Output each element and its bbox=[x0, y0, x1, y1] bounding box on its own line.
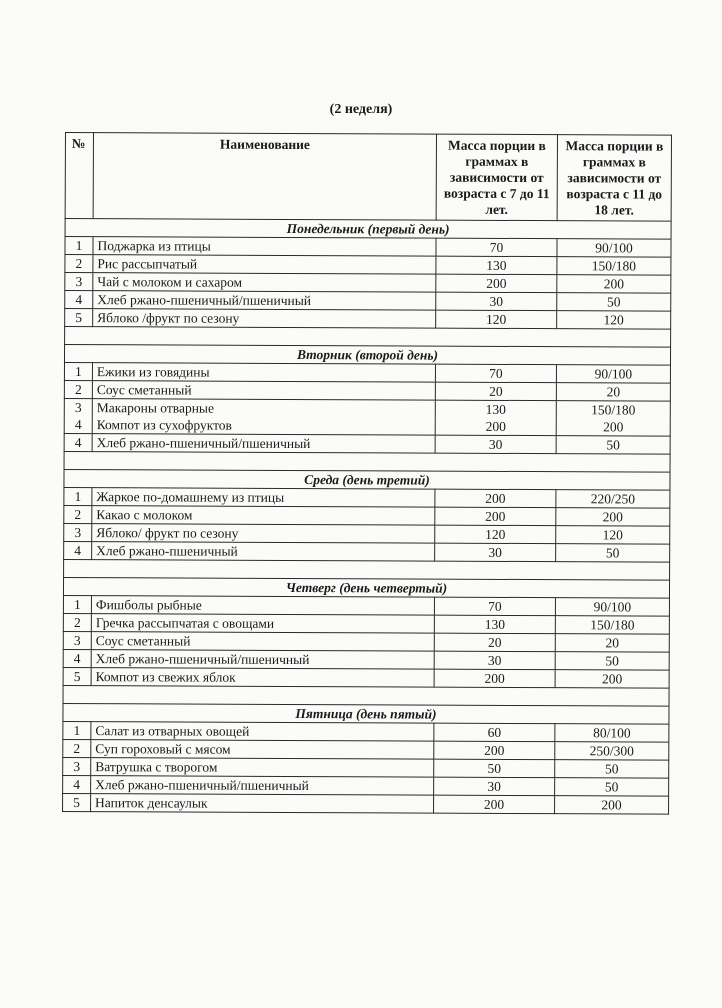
table-row bbox=[64, 398, 670, 418]
item-name: Рис рассыпчатый bbox=[93, 255, 436, 274]
item-mass-11-18: 80/100 bbox=[555, 724, 669, 742]
item-name: Гречка рассыпчатая с овощами bbox=[91, 614, 434, 633]
item-name: Напиток денсаулык bbox=[91, 794, 434, 813]
item-number: 4 bbox=[64, 416, 92, 434]
item-mass-7-11: 20 bbox=[434, 633, 555, 652]
item-number: 4 bbox=[64, 541, 92, 559]
item-number: 1 bbox=[64, 487, 92, 505]
item-number: 1 bbox=[64, 363, 92, 381]
item-name: Суп гороховый с мясом bbox=[91, 740, 434, 759]
item-mass-11-18: 200 bbox=[557, 275, 671, 293]
item-name: Ватрушка с творогом bbox=[91, 758, 434, 777]
menu-table bbox=[62, 132, 672, 815]
item-number: 1 bbox=[63, 595, 91, 613]
item-number: 5 bbox=[63, 667, 91, 685]
item-mass-7-11: 70 bbox=[436, 238, 557, 257]
item-number: 2 bbox=[64, 505, 92, 523]
item-name: Фишболы рыбные bbox=[91, 596, 434, 615]
table-row bbox=[64, 487, 670, 508]
item-name: Яблоко /фрукт по сезону bbox=[93, 309, 436, 328]
day-title-monday: Понедельник (первый день) bbox=[65, 219, 671, 240]
item-mass-11-18: 200 bbox=[556, 418, 670, 436]
item-mass-11-18: 50 bbox=[555, 778, 669, 796]
item-name: Макароны отварные bbox=[92, 399, 435, 418]
item-name: Компот из сухофруктов bbox=[92, 416, 435, 435]
item-mass-11-18: 150/180 bbox=[557, 257, 671, 275]
item-name: Хлеб ржано-пшеничный bbox=[92, 542, 435, 561]
item-mass-11-18: 200 bbox=[555, 796, 669, 814]
item-number: 3 bbox=[64, 398, 92, 416]
header-name: Наименование bbox=[93, 133, 436, 220]
item-number: 4 bbox=[65, 291, 93, 309]
item-mass-11-18: 120 bbox=[557, 311, 671, 329]
table-row bbox=[63, 721, 669, 742]
table-header-row bbox=[65, 133, 671, 222]
item-number: 3 bbox=[63, 757, 91, 775]
item-mass-11-18: 200 bbox=[555, 670, 669, 688]
item-mass-11-18: 120 bbox=[556, 526, 670, 544]
item-mass-7-11: 30 bbox=[434, 777, 555, 796]
item-mass-7-11: 200 bbox=[434, 741, 555, 760]
item-mass-11-18: 50 bbox=[556, 544, 670, 562]
item-mass-7-11: 200 bbox=[434, 669, 555, 688]
item-mass-7-11: 200 bbox=[435, 489, 556, 508]
item-mass-7-11: 200 bbox=[435, 418, 556, 436]
item-name: Чай с молоком и сахаром bbox=[93, 273, 436, 292]
table-row bbox=[64, 523, 670, 544]
table-row bbox=[64, 363, 670, 384]
item-mass-11-18: 150/180 bbox=[555, 616, 669, 634]
item-mass-11-18: 150/180 bbox=[556, 401, 670, 419]
item-name: Соус сметанный bbox=[91, 632, 434, 651]
item-name: Жаркое по-домашнему из птицы bbox=[92, 488, 435, 507]
item-mass-11-18: 50 bbox=[555, 652, 669, 670]
item-number: 2 bbox=[63, 739, 91, 757]
day-title-tuesday: Вторник (второй день) bbox=[64, 345, 670, 366]
item-mass-7-11: 130 bbox=[435, 400, 556, 418]
item-mass-11-18: 90/100 bbox=[557, 239, 671, 257]
item-number: 2 bbox=[63, 613, 91, 631]
table-row bbox=[64, 505, 670, 526]
item-name: Салат из отварных овощей bbox=[91, 722, 434, 741]
table-row bbox=[63, 775, 669, 796]
item-mass-7-11: 120 bbox=[435, 525, 556, 544]
item-mass-7-11: 60 bbox=[434, 723, 555, 742]
item-number: 4 bbox=[64, 433, 92, 451]
item-mass-11-18: 200 bbox=[556, 508, 670, 526]
item-mass-11-18: 220/250 bbox=[556, 490, 670, 508]
item-name: Хлеб ржано-пшеничный/пшеничный bbox=[91, 650, 434, 669]
item-number: 3 bbox=[63, 631, 91, 649]
item-name: Компот из свежих яблок bbox=[91, 668, 434, 687]
table-row bbox=[65, 291, 671, 312]
page-title: (2 неделя) bbox=[329, 102, 393, 117]
table-row bbox=[63, 793, 669, 814]
item-mass-7-11: 200 bbox=[435, 507, 556, 526]
header-mass-7-11: Масса порции в граммах в зависимости от возраста с 7 до 11 лет. bbox=[436, 134, 557, 221]
table-row bbox=[63, 649, 669, 670]
item-mass-7-11: 20 bbox=[435, 382, 556, 401]
item-mass-7-11: 30 bbox=[435, 435, 556, 454]
item-name: Поджарка из птицы bbox=[93, 237, 436, 256]
item-number: 3 bbox=[64, 523, 92, 541]
table-row bbox=[64, 416, 670, 436]
table-row bbox=[65, 309, 671, 330]
item-name: Ежики из говядины bbox=[92, 363, 435, 382]
header-mass-11-18: Масса порции в граммах в зависимости от возраста с 11 до 18 лет. bbox=[557, 135, 671, 221]
item-mass-11-18: 50 bbox=[555, 760, 669, 778]
item-mass-7-11: 200 bbox=[434, 795, 555, 814]
item-mass-7-11: 70 bbox=[434, 597, 555, 616]
table-row bbox=[63, 595, 669, 616]
item-number: 5 bbox=[65, 309, 93, 327]
item-mass-7-11: 30 bbox=[436, 292, 557, 311]
day-title-friday: Пятница (день пятый) bbox=[63, 703, 669, 724]
item-mass-7-11: 30 bbox=[434, 651, 555, 670]
item-mass-11-18: 50 bbox=[557, 293, 671, 311]
item-name: Яблоко/ фрукт по сезону bbox=[92, 524, 435, 543]
item-number: 2 bbox=[64, 380, 92, 398]
day-title-wednesday: Среда (день третий) bbox=[64, 469, 670, 490]
item-name: Хлеб ржано-пшеничный/пшеничный bbox=[91, 776, 434, 795]
table-row bbox=[64, 541, 670, 562]
item-number: 1 bbox=[65, 237, 93, 255]
table-row bbox=[65, 237, 671, 258]
table-row bbox=[65, 255, 671, 276]
item-mass-11-18: 90/100 bbox=[555, 598, 669, 616]
table-row bbox=[63, 739, 669, 760]
table-row bbox=[63, 631, 669, 652]
table-row bbox=[64, 433, 670, 454]
item-number: 4 bbox=[63, 649, 91, 667]
item-name: Соус сметанный bbox=[92, 381, 435, 400]
table-row bbox=[63, 613, 669, 634]
item-number: 3 bbox=[65, 273, 93, 291]
item-number: 4 bbox=[63, 775, 91, 793]
item-name: Хлеб ржано-пшеничный/пшеничный bbox=[93, 291, 436, 310]
item-mass-11-18: 250/300 bbox=[555, 742, 669, 760]
item-mass-7-11: 50 bbox=[434, 759, 555, 778]
item-name: Какао с молоком bbox=[92, 506, 435, 525]
item-mass-7-11: 70 bbox=[435, 364, 556, 383]
item-number: 5 bbox=[63, 793, 91, 811]
day-title-thursday: Четверг (день четвертый) bbox=[63, 577, 669, 598]
item-mass-7-11: 120 bbox=[436, 310, 557, 329]
header-number: № bbox=[65, 133, 93, 219]
item-mass-11-18: 20 bbox=[556, 383, 670, 401]
item-mass-7-11: 30 bbox=[435, 543, 556, 562]
item-mass-7-11: 130 bbox=[434, 615, 555, 634]
table-row bbox=[64, 380, 670, 401]
item-name: Хлеб ржано-пшеничный/пшеничный bbox=[92, 434, 435, 453]
table-row bbox=[63, 667, 669, 688]
item-mass-7-11: 130 bbox=[436, 256, 557, 275]
item-number: 2 bbox=[65, 255, 93, 273]
item-mass-11-18: 20 bbox=[555, 634, 669, 652]
item-number: 1 bbox=[63, 721, 91, 739]
item-mass-11-18: 90/100 bbox=[556, 365, 670, 383]
item-mass-7-11: 200 bbox=[436, 274, 557, 293]
item-mass-11-18: 50 bbox=[556, 436, 670, 454]
table-row bbox=[63, 757, 669, 778]
table-row bbox=[65, 273, 671, 294]
